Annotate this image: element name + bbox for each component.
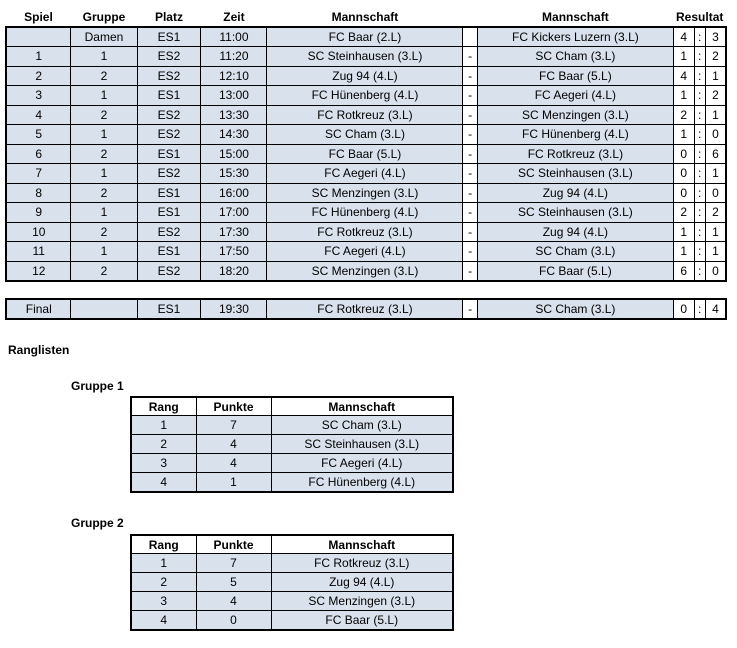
time: 17:30 [201, 222, 267, 242]
points: 7 [196, 416, 271, 435]
match-number: 11 [6, 242, 71, 262]
rank: 3 [131, 592, 196, 611]
field: ES1 [137, 27, 201, 47]
dash: - [463, 125, 477, 145]
header-zeit: Zeit [201, 8, 267, 27]
rank: 3 [131, 454, 196, 473]
match-number: 7 [6, 164, 71, 184]
team-away: FC Rotkreuz (3.L) [477, 144, 673, 164]
team-away: SC Cham (3.L) [477, 242, 673, 262]
match-number [6, 27, 71, 47]
group: 1 [71, 203, 137, 223]
header-resultat: Resultat [673, 8, 726, 27]
score-home: 0 [673, 164, 694, 184]
team-away: FC Aegeri (4.L) [477, 86, 673, 106]
team-away: SC Menzingen (3.L) [477, 105, 673, 125]
points: 5 [196, 573, 271, 592]
ranking-row [131, 592, 453, 611]
score-sep: : [694, 183, 705, 203]
match-row [6, 47, 726, 67]
score-away: 0 [705, 261, 726, 281]
dash [463, 27, 477, 47]
rank: 2 [131, 435, 196, 454]
score-away: 2 [705, 86, 726, 106]
header-spiel: Spiel [6, 8, 71, 27]
team: SC Steinhausen (3.L) [271, 435, 453, 454]
team-away: SC Cham (3.L) [477, 47, 673, 67]
time: 17:50 [201, 242, 267, 262]
score-sep: : [694, 125, 705, 145]
field: ES2 [137, 164, 201, 184]
header-gruppe: Gruppe [71, 8, 137, 27]
group-2-title: Gruppe 2 [71, 516, 124, 530]
time: 13:30 [201, 105, 267, 125]
final-row [6, 299, 726, 319]
team-home: FC Rotkreuz (3.L) [267, 222, 463, 242]
ranking-header-row [131, 397, 453, 416]
dash: - [463, 66, 477, 86]
match-row [6, 261, 726, 281]
ranglisten-title: Ranglisten [8, 343, 70, 357]
team: FC Rotkreuz (3.L) [271, 554, 453, 573]
match-row [6, 144, 726, 164]
match-number: 3 [6, 86, 71, 106]
team-home: FC Aegeri (4.L) [267, 164, 463, 184]
match-number: 10 [6, 222, 71, 242]
points: 4 [196, 592, 271, 611]
header-rang: Rang [131, 397, 196, 416]
team-away: Zug 94 (4.L) [477, 183, 673, 203]
match-row [6, 125, 726, 145]
score-sep: : [694, 86, 705, 106]
score-sep: : [694, 144, 705, 164]
team-away: FC Baar (5.L) [477, 261, 673, 281]
field: ES1 [137, 86, 201, 106]
score-away: 1 [705, 66, 726, 86]
schedule-table [5, 8, 727, 282]
group: 2 [71, 222, 137, 242]
team-home: SC Steinhausen (3.L) [267, 47, 463, 67]
score-sep: : [694, 105, 705, 125]
final-score-away: 4 [705, 299, 726, 319]
final-team-away: SC Cham (3.L) [477, 299, 673, 319]
rank: 2 [131, 573, 196, 592]
match-row [6, 164, 726, 184]
team-home: FC Aegeri (4.L) [267, 242, 463, 262]
match-number: 2 [6, 66, 71, 86]
score-sep: : [694, 261, 705, 281]
final-team-home: FC Rotkreuz (3.L) [267, 299, 463, 319]
ranking-row [131, 473, 453, 493]
score-home: 1 [673, 125, 694, 145]
match-row [6, 203, 726, 223]
score-home: 2 [673, 105, 694, 125]
match-row [6, 105, 726, 125]
score-home: 1 [673, 242, 694, 262]
points: 4 [196, 454, 271, 473]
final-score-sep: : [694, 299, 705, 319]
final-gruppe [71, 299, 137, 319]
team: Zug 94 (4.L) [271, 573, 453, 592]
score-sep: : [694, 66, 705, 86]
dash: - [463, 261, 477, 281]
match-number: 4 [6, 105, 71, 125]
score-sep: : [694, 222, 705, 242]
time: 18:20 [201, 261, 267, 281]
match-row [6, 222, 726, 242]
score-away: 1 [705, 164, 726, 184]
header-mannschaft-away: Mannschaft [477, 8, 673, 27]
final-zeit: 19:30 [201, 299, 267, 319]
dash: - [463, 164, 477, 184]
rank: 1 [131, 416, 196, 435]
field: ES2 [137, 125, 201, 145]
score-away: 1 [705, 105, 726, 125]
field: ES2 [137, 261, 201, 281]
score-away: 1 [705, 222, 726, 242]
score-away: 0 [705, 183, 726, 203]
dash: - [463, 144, 477, 164]
points: 1 [196, 473, 271, 493]
time: 13:00 [201, 86, 267, 106]
team-home: FC Hünenberg (4.L) [267, 86, 463, 106]
score-away: 6 [705, 144, 726, 164]
header-punkte: Punkte [196, 535, 271, 554]
field: ES1 [137, 242, 201, 262]
group-1-title: Gruppe 1 [71, 379, 124, 393]
score-home: 0 [673, 183, 694, 203]
team-home: SC Menzingen (3.L) [267, 261, 463, 281]
dash: - [463, 222, 477, 242]
team: SC Menzingen (3.L) [271, 592, 453, 611]
score-sep: : [694, 242, 705, 262]
group: 2 [71, 261, 137, 281]
time: 15:30 [201, 164, 267, 184]
match-number: 9 [6, 203, 71, 223]
schedule-body [6, 27, 726, 281]
final-score-home: 0 [673, 299, 694, 319]
group: 2 [71, 66, 137, 86]
ranking-row [131, 416, 453, 435]
field: ES2 [137, 105, 201, 125]
team-away: SC Steinhausen (3.L) [477, 164, 673, 184]
final-spiel: Final [6, 299, 71, 319]
group-2-ranking-table [130, 534, 454, 631]
team: FC Baar (5.L) [271, 611, 453, 631]
group: 1 [71, 86, 137, 106]
score-away: 3 [705, 27, 726, 47]
score-away: 2 [705, 203, 726, 223]
ranking-row [131, 554, 453, 573]
schedule-header-row [6, 8, 726, 27]
time: 14:30 [201, 125, 267, 145]
match-row [6, 86, 726, 106]
match-row [6, 66, 726, 86]
team: FC Aegeri (4.L) [271, 454, 453, 473]
ranking-row [131, 573, 453, 592]
team: SC Cham (3.L) [271, 416, 453, 435]
team-home: FC Baar (5.L) [267, 144, 463, 164]
group: 1 [71, 164, 137, 184]
header-mannschaft-home: Mannschaft [267, 8, 463, 27]
score-sep: : [694, 164, 705, 184]
field: ES2 [137, 47, 201, 67]
points: 0 [196, 611, 271, 631]
points: 4 [196, 435, 271, 454]
score-home: 1 [673, 222, 694, 242]
match-number: 1 [6, 47, 71, 67]
dash: - [463, 47, 477, 67]
group: 2 [71, 105, 137, 125]
score-home: 0 [673, 144, 694, 164]
final-table [5, 298, 727, 320]
score-sep: : [694, 203, 705, 223]
match-number: 12 [6, 261, 71, 281]
ranking-row [131, 435, 453, 454]
team-home: FC Baar (2.L) [267, 27, 463, 47]
team-home: SC Menzingen (3.L) [267, 183, 463, 203]
field: ES1 [137, 183, 201, 203]
time: 16:00 [201, 183, 267, 203]
match-row [6, 27, 726, 47]
time: 11:20 [201, 47, 267, 67]
final-dash: - [463, 299, 477, 319]
score-home: 1 [673, 86, 694, 106]
ranking-header-row [131, 535, 453, 554]
score-away: 1 [705, 242, 726, 262]
header-mannschaft: Mannschaft [271, 397, 453, 416]
team-away: FC Kickers Luzern (3.L) [477, 27, 673, 47]
final-platz: ES1 [137, 299, 201, 319]
header-punkte: Punkte [196, 397, 271, 416]
group: Damen [71, 27, 137, 47]
rank: 1 [131, 554, 196, 573]
match-number: 6 [6, 144, 71, 164]
group: 2 [71, 144, 137, 164]
score-away: 2 [705, 47, 726, 67]
field: ES1 [137, 144, 201, 164]
match-number: 5 [6, 125, 71, 145]
score-home: 1 [673, 47, 694, 67]
dash: - [463, 242, 477, 262]
team-away: Zug 94 (4.L) [477, 222, 673, 242]
field: ES2 [137, 222, 201, 242]
points: 7 [196, 554, 271, 573]
team-away: FC Baar (5.L) [477, 66, 673, 86]
ranking-row [131, 611, 453, 631]
match-row [6, 183, 726, 203]
group: 1 [71, 125, 137, 145]
score-home: 2 [673, 203, 694, 223]
group: 1 [71, 47, 137, 67]
team: FC Hünenberg (4.L) [271, 473, 453, 493]
time: 12:10 [201, 66, 267, 86]
score-sep: : [694, 47, 705, 67]
field: ES2 [137, 66, 201, 86]
dash: - [463, 86, 477, 106]
rank: 4 [131, 473, 196, 493]
match-row [6, 242, 726, 262]
team-home: FC Hünenberg (4.L) [267, 203, 463, 223]
time: 17:00 [201, 203, 267, 223]
match-number: 8 [6, 183, 71, 203]
team-away: SC Steinhausen (3.L) [477, 203, 673, 223]
team-home: FC Rotkreuz (3.L) [267, 105, 463, 125]
score-home: 4 [673, 66, 694, 86]
group: 1 [71, 242, 137, 262]
header-platz: Platz [137, 8, 201, 27]
time: 15:00 [201, 144, 267, 164]
rank: 4 [131, 611, 196, 631]
team-home: SC Cham (3.L) [267, 125, 463, 145]
group-1-ranking-table [130, 396, 454, 493]
dash: - [463, 105, 477, 125]
dash: - [463, 183, 477, 203]
ranking-row [131, 454, 453, 473]
score-away: 0 [705, 125, 726, 145]
score-sep: : [694, 27, 705, 47]
dash: - [463, 203, 477, 223]
score-home: 4 [673, 27, 694, 47]
group: 2 [71, 183, 137, 203]
time: 11:00 [201, 27, 267, 47]
score-home: 6 [673, 261, 694, 281]
header-rang: Rang [131, 535, 196, 554]
team-home: Zug 94 (4.L) [267, 66, 463, 86]
header-mannschaft: Mannschaft [271, 535, 453, 554]
field: ES1 [137, 203, 201, 223]
team-away: FC Hünenberg (4.L) [477, 125, 673, 145]
